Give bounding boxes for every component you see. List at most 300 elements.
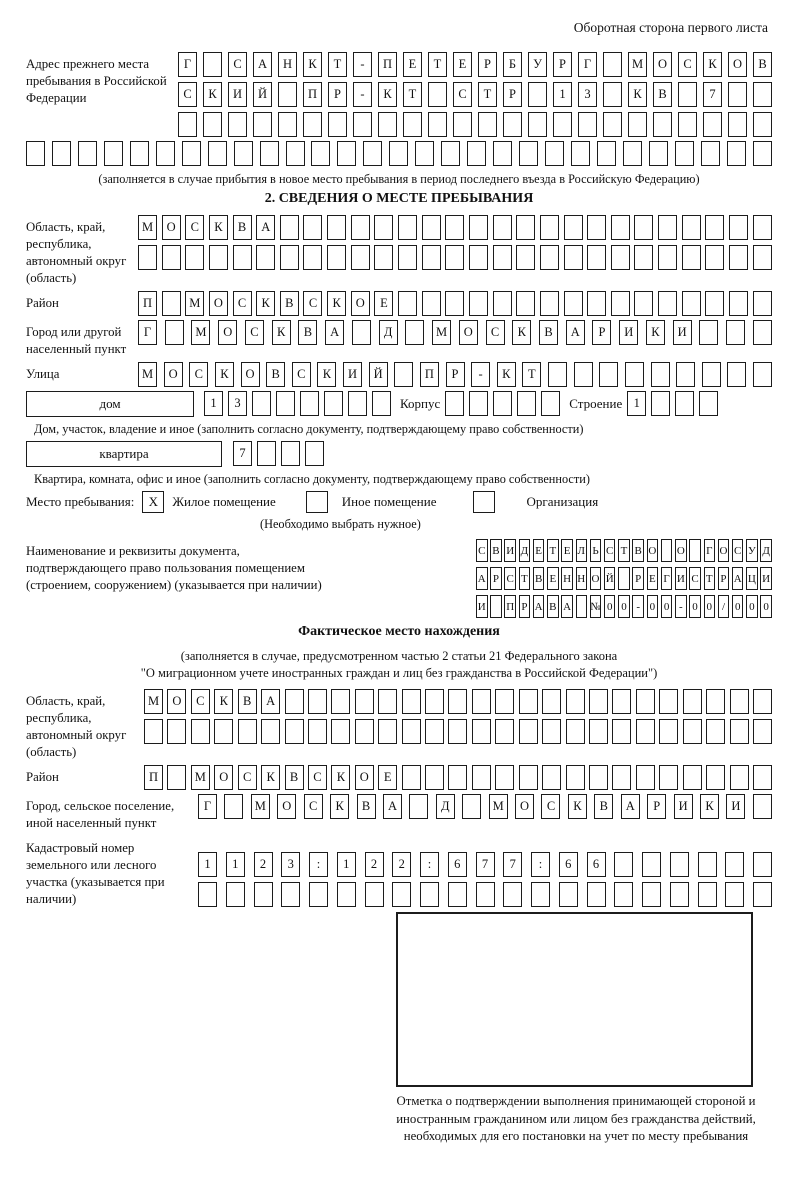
form-cell [564, 245, 583, 270]
form-cell [280, 245, 299, 270]
raion-field [26, 291, 772, 316]
form-cell [331, 689, 350, 714]
form-cell [208, 141, 227, 166]
form-cell: Е [378, 765, 397, 790]
prev-address-row-1 [178, 52, 772, 77]
form-cell [203, 112, 222, 137]
kadastr-cells [198, 836, 772, 907]
form-cell: В [547, 595, 559, 618]
form-cell: 7 [703, 82, 722, 107]
form-cell [156, 141, 175, 166]
form-cell [519, 765, 538, 790]
form-cell: : [309, 852, 328, 877]
fact-raion-field [26, 765, 772, 790]
form-cell [425, 689, 444, 714]
form-cell: И [619, 320, 638, 345]
fact-title: Фактическое место нахождения [298, 624, 500, 639]
form-cell: Р [592, 320, 611, 345]
form-cell [308, 719, 327, 744]
prev-address-row-2 [178, 82, 772, 107]
form-cell [675, 391, 694, 416]
form-cell [469, 215, 488, 240]
form-cell [493, 215, 512, 240]
form-cell [682, 245, 701, 270]
document-cells [476, 539, 772, 618]
form-cell: А [621, 794, 640, 819]
form-cell: Т [328, 52, 347, 77]
form-cell [682, 215, 701, 240]
form-cell: № [590, 595, 602, 618]
form-cell [398, 245, 417, 270]
form-cell [167, 765, 186, 790]
form-cell: Л [576, 539, 588, 562]
form-cell [445, 245, 464, 270]
form-cell [130, 141, 149, 166]
form-cell [285, 689, 304, 714]
form-cell [252, 391, 271, 416]
korpus-cells [445, 391, 560, 416]
form-cell [705, 245, 724, 270]
form-cell [425, 765, 444, 790]
form-cell: О [162, 215, 181, 240]
form-cell [503, 882, 522, 907]
form-cell [689, 539, 701, 562]
form-cell [698, 852, 717, 877]
form-cell [628, 112, 647, 137]
form-cell [542, 765, 561, 790]
form-cell: К [512, 320, 531, 345]
form-cell: 0 [746, 595, 758, 618]
form-cell: 0 [732, 595, 744, 618]
form-cell: К [330, 794, 349, 819]
form-cell [278, 112, 297, 137]
form-cell: Р [718, 567, 730, 590]
form-cell [705, 291, 724, 316]
form-cell: Р [503, 82, 522, 107]
form-cell [378, 719, 397, 744]
form-cell [729, 245, 748, 270]
form-cell: К [700, 794, 719, 819]
dom-cells [204, 391, 391, 416]
form-cell [603, 82, 622, 107]
form-cell [226, 882, 245, 907]
form-cell: - [675, 595, 687, 618]
form-cell [260, 141, 279, 166]
form-cell: И [673, 320, 692, 345]
form-cell: К [272, 320, 291, 345]
form-cell: Д [436, 794, 455, 819]
form-cell: Г [198, 794, 217, 819]
form-cell: У [746, 539, 758, 562]
form-cell [355, 719, 374, 744]
form-cell [574, 362, 593, 387]
form-cell: С [292, 362, 311, 387]
form-cell [678, 82, 697, 107]
form-cell: О [515, 794, 534, 819]
form-cell [587, 245, 606, 270]
form-cell: С [504, 567, 516, 590]
form-cell [353, 112, 372, 137]
form-cell: У [528, 52, 547, 77]
form-cell [453, 112, 472, 137]
form-cell [540, 215, 559, 240]
form-cell [162, 291, 181, 316]
form-cell [661, 539, 673, 562]
form-cell: : [531, 852, 550, 877]
form-cell [308, 689, 327, 714]
form-cell [729, 215, 748, 240]
form-cell [730, 689, 749, 714]
form-cell [428, 82, 447, 107]
prev-address-row-3 [178, 112, 772, 137]
form-cell [422, 245, 441, 270]
form-cell: Г [578, 52, 597, 77]
form-cell [203, 52, 222, 77]
form-cell [553, 112, 572, 137]
form-cell: 1 [226, 852, 245, 877]
form-cell: К [214, 689, 233, 714]
raion-row [138, 291, 772, 316]
form-cell: 1 [337, 852, 356, 877]
form-cell: В [298, 320, 317, 345]
form-cell: С [228, 52, 247, 77]
form-cell [303, 112, 322, 137]
form-cell: Т [519, 567, 531, 590]
form-cell: - [471, 362, 490, 387]
form-cell [233, 245, 252, 270]
form-cell [634, 291, 653, 316]
form-cell [564, 215, 583, 240]
form-cell: Й [253, 82, 272, 107]
form-cell: Р [519, 595, 531, 618]
form-cell [305, 441, 324, 466]
form-cell: Р [647, 794, 666, 819]
form-cell [566, 719, 585, 744]
form-cell [725, 852, 744, 877]
fact-note-line1: (заполняется в случае, предусмотренном частью 2 статьи 21 Федерального закона [180, 649, 618, 663]
form-cell: М [628, 52, 647, 77]
form-cell: С [541, 794, 560, 819]
form-cell [495, 689, 514, 714]
form-cell: А [325, 320, 344, 345]
form-cell [378, 112, 397, 137]
mesto-row [26, 491, 772, 513]
form-cell [753, 765, 772, 790]
form-cell: К [331, 765, 350, 790]
form-cell [490, 595, 502, 618]
fact-gorod-field [26, 794, 772, 832]
form-cell [614, 882, 633, 907]
form-cell [540, 291, 559, 316]
form-cell [428, 112, 447, 137]
form-cell [182, 141, 201, 166]
form-cell: Р [446, 362, 465, 387]
form-cell: К [203, 82, 222, 107]
form-cell [566, 765, 585, 790]
form-cell [545, 141, 564, 166]
form-cell [398, 291, 417, 316]
form-cell [528, 82, 547, 107]
form-cell [402, 689, 421, 714]
checkbox-org-label: Организация [526, 494, 599, 509]
form-cell: О [214, 765, 233, 790]
form-cell [528, 112, 547, 137]
form-cell [753, 882, 772, 907]
fact-raion-label: Район [26, 770, 59, 784]
form-cell: И [504, 539, 516, 562]
form-cell: Р [478, 52, 497, 77]
mesto-label: Место пребывания: [26, 494, 135, 509]
form-cell: П [138, 291, 157, 316]
form-cell [372, 391, 391, 416]
form-cell: С [178, 82, 197, 107]
korpus-label: Корпус [400, 396, 441, 411]
form-cell: Е [403, 52, 422, 77]
form-cell: Т [704, 567, 716, 590]
form-cell: Е [374, 291, 393, 316]
form-cell [623, 141, 642, 166]
form-cell [476, 882, 495, 907]
form-cell: П [504, 595, 516, 618]
form-cell [753, 852, 772, 877]
document-row-2 [476, 567, 772, 590]
form-cell [198, 882, 217, 907]
form-cell [495, 719, 514, 744]
form-cell: 6 [587, 852, 606, 877]
form-cell: И [476, 595, 488, 618]
ulitsa-row [138, 362, 772, 387]
form-cell: 3 [578, 82, 597, 107]
fact-oblast-row-1 [144, 689, 772, 714]
form-cell [285, 719, 304, 744]
form-cell [286, 141, 305, 166]
gorod-row [138, 320, 772, 345]
form-cell [472, 765, 491, 790]
form-cell [276, 391, 295, 416]
form-cell [730, 719, 749, 744]
form-cell: О [209, 291, 228, 316]
form-cell [405, 320, 424, 345]
oblast-row-2 [138, 245, 772, 270]
form-cell [409, 794, 428, 819]
form-cell: Е [647, 567, 659, 590]
form-cell [493, 245, 512, 270]
form-cell: С [191, 689, 210, 714]
raion-label: Район [26, 296, 59, 310]
form-cell: 0 [760, 595, 772, 618]
prev-address-block [26, 52, 772, 137]
form-cell [348, 391, 367, 416]
form-cell: Т [428, 52, 447, 77]
form-cell: 6 [448, 852, 467, 877]
checkbox-org [473, 491, 495, 513]
form-cell [698, 882, 717, 907]
form-cell: А [256, 215, 275, 240]
form-cell [445, 291, 464, 316]
form-cell [495, 765, 514, 790]
form-cell [261, 719, 280, 744]
document-row-3 [476, 595, 772, 618]
form-cell: А [533, 595, 545, 618]
form-cell [618, 567, 630, 590]
form-cell [26, 141, 45, 166]
form-cell: И [343, 362, 362, 387]
form-cell [706, 719, 725, 744]
form-cell [587, 291, 606, 316]
form-cell [706, 765, 725, 790]
form-cell [78, 141, 97, 166]
form-cell [725, 882, 744, 907]
form-cell [281, 441, 300, 466]
form-cell: К [378, 82, 397, 107]
form-cell: Д [519, 539, 531, 562]
form-cell [165, 320, 184, 345]
form-cell [753, 794, 772, 819]
form-cell [636, 719, 655, 744]
form-cell [478, 112, 497, 137]
form-cell: Р [328, 82, 347, 107]
form-cell [519, 719, 538, 744]
form-cell [653, 112, 672, 137]
form-cell: И [675, 567, 687, 590]
form-cell [612, 689, 631, 714]
form-cell [611, 245, 630, 270]
form-cell: С [304, 794, 323, 819]
form-cell [670, 852, 689, 877]
form-cell [363, 141, 382, 166]
form-cell: 0 [618, 595, 630, 618]
checkbox-zhiloe-label: Жилое помещение [172, 494, 276, 509]
prev-address-label: Адрес прежнего места пребывания в Российской Федерации [26, 57, 167, 105]
form-cell [337, 882, 356, 907]
form-cell: М [144, 689, 163, 714]
form-cell: 7 [503, 852, 522, 877]
ulitsa-label: Улица [26, 367, 60, 381]
form-cell: 1 [553, 82, 572, 107]
form-cell: И [760, 567, 772, 590]
form-cell: С [486, 320, 505, 345]
form-cell: Й [604, 567, 616, 590]
form-cell: П [378, 52, 397, 77]
form-cell [445, 215, 464, 240]
kadastr-label: Кадастровый номер земельного или лесного участка (указывается при наличии) [26, 841, 165, 906]
checkbox-zhiloe: X [142, 491, 164, 513]
form-cell [300, 391, 319, 416]
mesto-note: (Необходимо выбрать нужное) [260, 517, 421, 531]
fact-oblast-label: Область, край, республика, автономный округ (область) [26, 694, 127, 759]
form-cell: В [594, 794, 613, 819]
form-cell [659, 765, 678, 790]
form-cell [493, 291, 512, 316]
form-cell: - [632, 595, 644, 618]
form-cell [753, 689, 772, 714]
form-cell [311, 141, 330, 166]
page-side-note: Оборотная сторона первого листа [573, 20, 768, 35]
form-cell: Р [553, 52, 572, 77]
form-cell [603, 112, 622, 137]
form-cell [682, 291, 701, 316]
dom-box: дом [26, 391, 194, 417]
section2-title: 2. СВЕДЕНИЯ О МЕСТЕ ПРЕБЫВАНИЯ [264, 191, 534, 206]
form-cell: О [590, 567, 602, 590]
form-cell [753, 719, 772, 744]
form-cell: : [420, 852, 439, 877]
form-cell: П [303, 82, 322, 107]
form-cell [753, 82, 772, 107]
form-cell: 0 [661, 595, 673, 618]
fact-notes [26, 648, 772, 682]
form-cell: О [218, 320, 237, 345]
dom-note: Дом, участок, владение и иное (заполнить согласно документу, подтверждающему право собственности) [34, 422, 584, 436]
form-cell: П [144, 765, 163, 790]
form-cell: В [238, 689, 257, 714]
form-cell [185, 245, 204, 270]
form-cell: Г [138, 320, 157, 345]
form-cell [472, 719, 491, 744]
form-cell: Т [522, 362, 541, 387]
document-label: Наименование и реквизиты документа, подтверждающего право пользования помещением (строением, сооружением) (указывается при наличии) [26, 544, 322, 592]
form-cell [699, 391, 718, 416]
form-cell [303, 245, 322, 270]
form-cell [420, 882, 439, 907]
form-cell [634, 245, 653, 270]
form-cell [448, 882, 467, 907]
form-cell [516, 291, 535, 316]
form-cell: 1 [198, 852, 217, 877]
oblast-label: Область, край, республика, автономный округ (область) [26, 220, 127, 285]
form-cell: О [351, 291, 370, 316]
form-cell [587, 882, 606, 907]
prev-address-row-4 [26, 141, 772, 166]
form-cell: А [566, 320, 585, 345]
form-cell [448, 765, 467, 790]
fact-note-line2: "О миграционном учете иностранных граждан и лиц без гражданства в Российской Федерации") [140, 666, 658, 680]
form-cell: 0 [689, 595, 701, 618]
prev-address-note: (заполняется в случае прибытия в новое место пребывания в период последнего въезда в Российскую Федерацию) [98, 172, 700, 186]
form-cell [254, 882, 273, 907]
checkbox-inoe [306, 491, 328, 513]
form-cell [559, 882, 578, 907]
form-cell: / [718, 595, 730, 618]
form-cell: М [489, 794, 508, 819]
form-cell [612, 765, 631, 790]
form-cell: В [632, 539, 644, 562]
document-field [26, 539, 772, 618]
form-cell [753, 245, 772, 270]
stamp-caption: Отметка о подтверждении выполнения принимающей стороной и иностранным гражданином или лицом без гражданства действий, необходимых для его постановки на учет по месту пребывания [396, 1094, 756, 1143]
form-cell: О [277, 794, 296, 819]
form-cell [374, 245, 393, 270]
form-cell [611, 215, 630, 240]
form-cell [257, 441, 276, 466]
form-cell [493, 141, 512, 166]
form-cell: О [164, 362, 183, 387]
form-cell [564, 291, 583, 316]
form-cell: К [215, 362, 234, 387]
form-cell [651, 362, 670, 387]
dom-row [26, 391, 772, 417]
form-cell: О [718, 539, 730, 562]
form-cell [256, 245, 275, 270]
form-cell [753, 291, 772, 316]
form-cell [445, 391, 464, 416]
form-cell [303, 215, 322, 240]
fact-gorod-row [198, 794, 772, 819]
form-cell [753, 215, 772, 240]
form-cell: 0 [604, 595, 616, 618]
form-cell [658, 215, 677, 240]
form-cell [422, 291, 441, 316]
